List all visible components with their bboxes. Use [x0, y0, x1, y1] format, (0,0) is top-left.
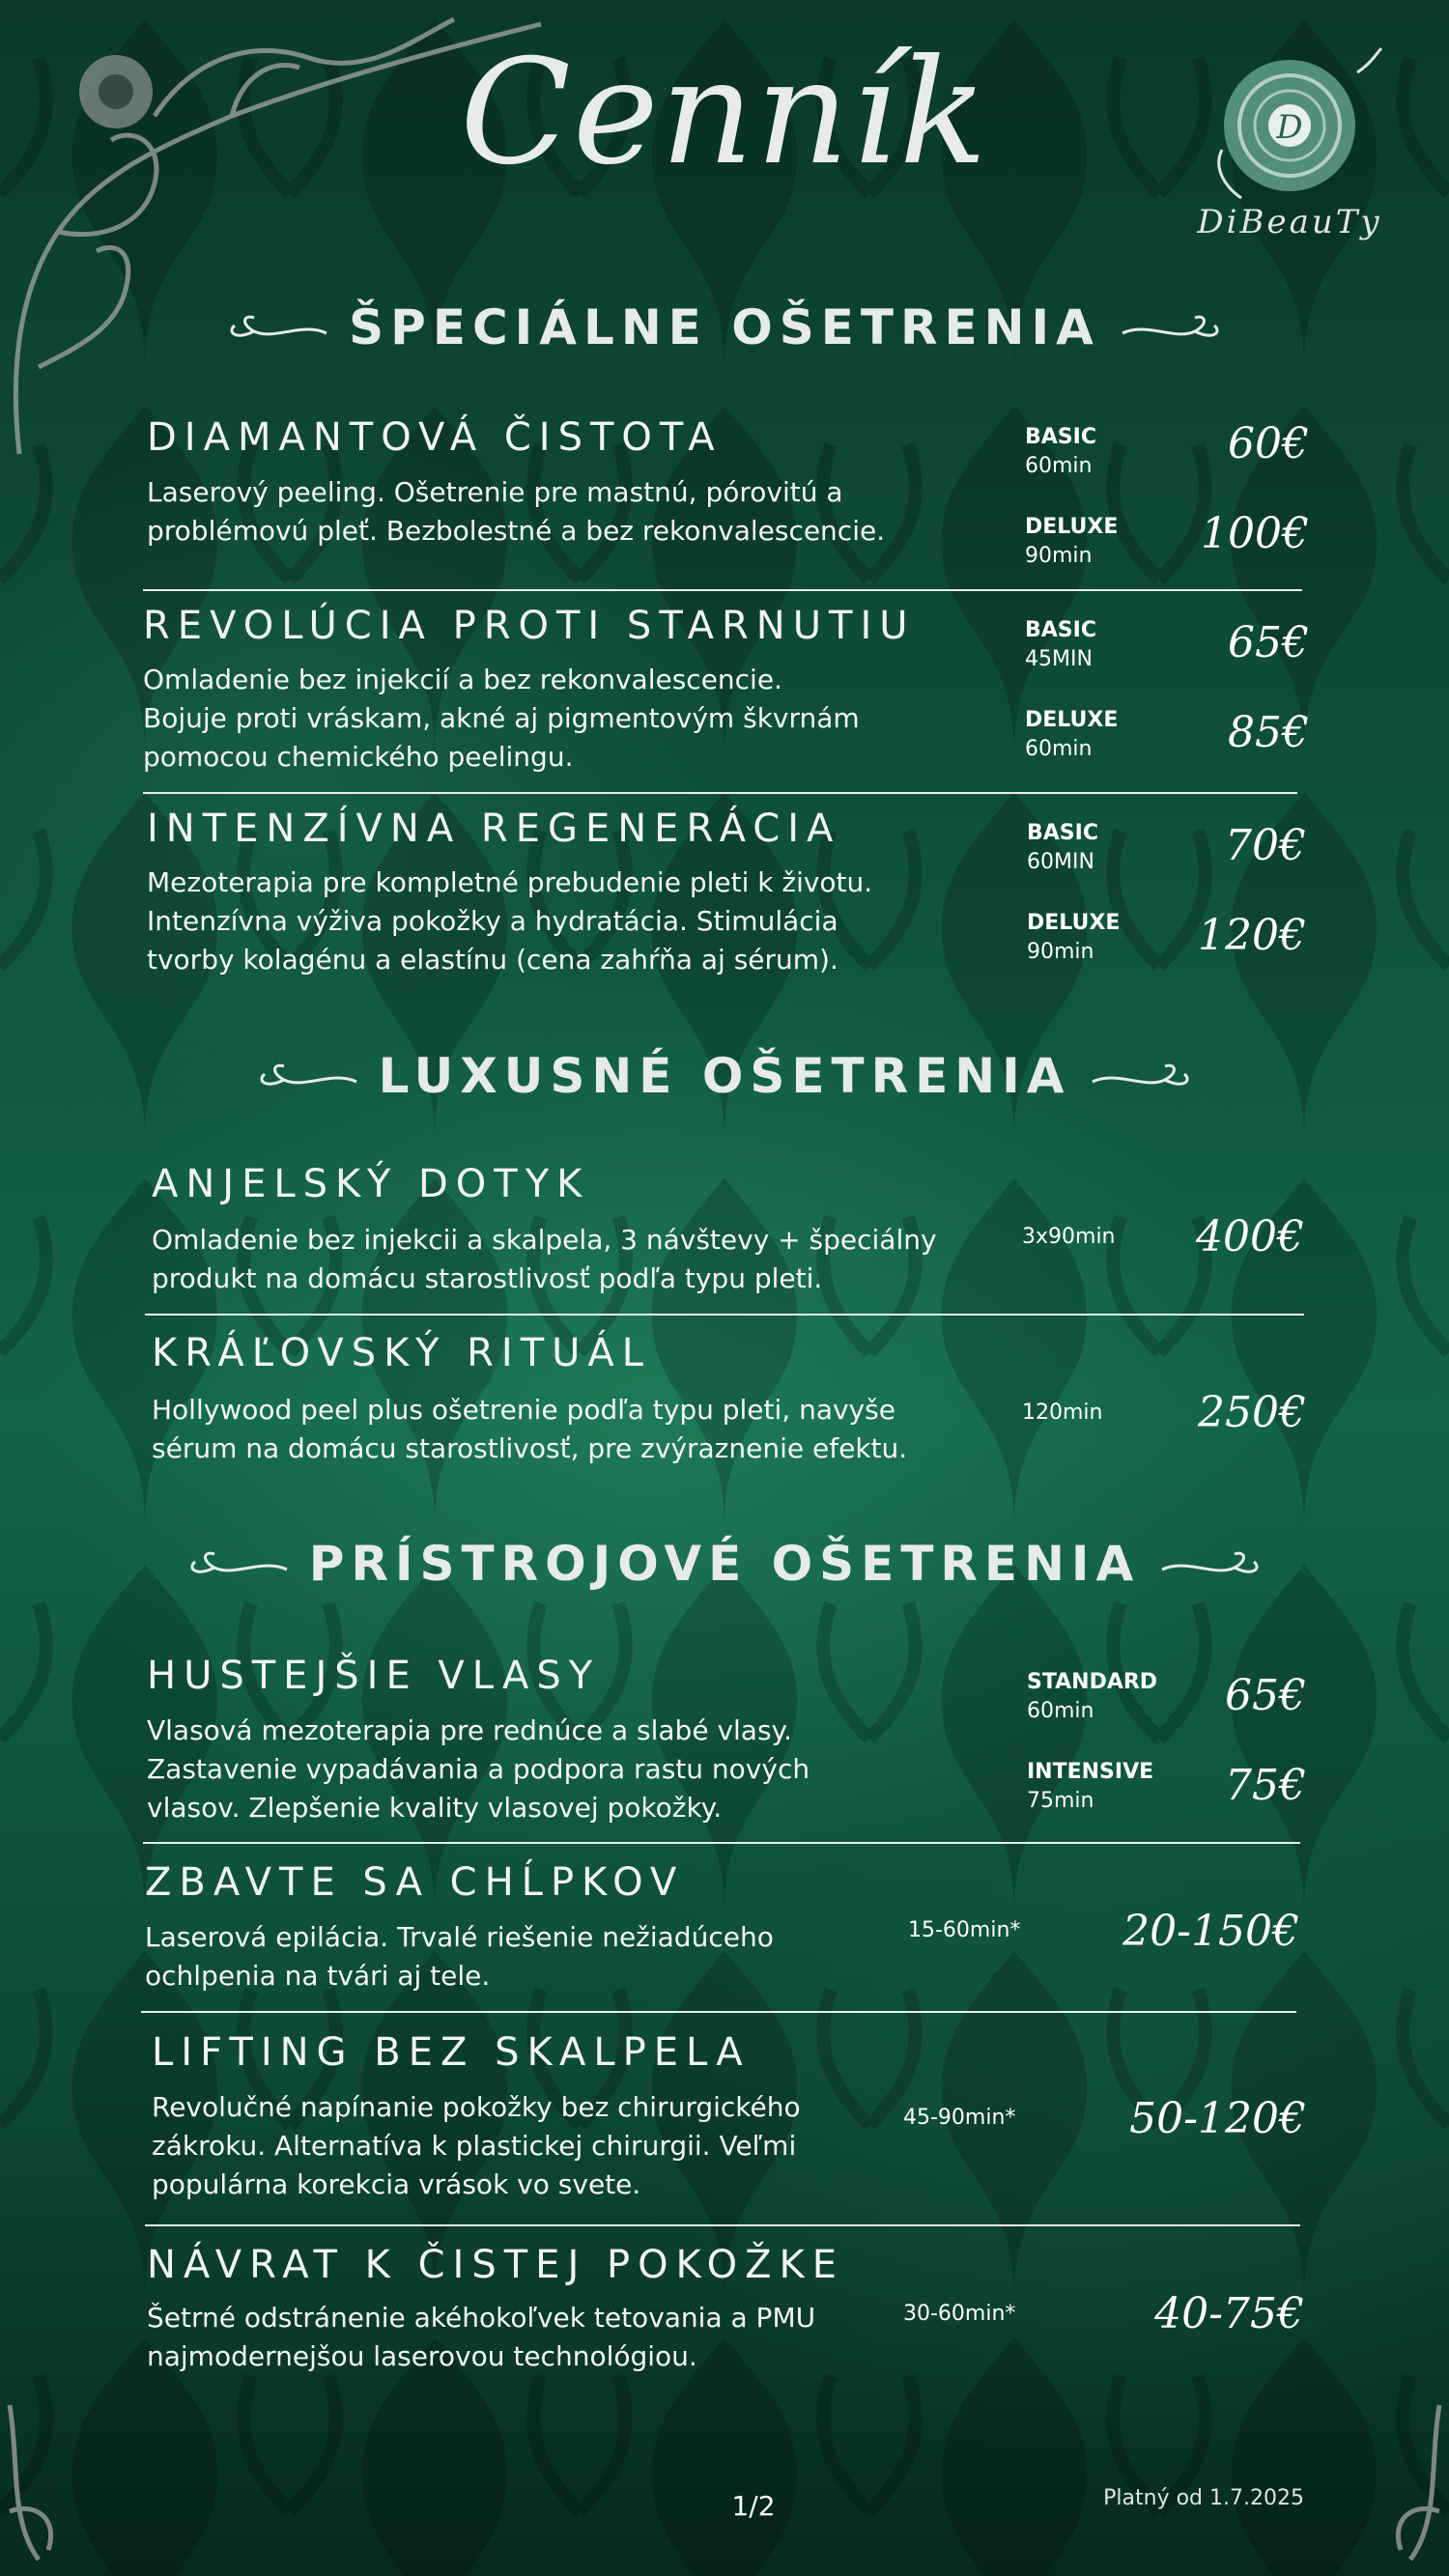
tier-label: BASIC — [1025, 618, 1096, 642]
valid-from-note: Platný od 1.7.2025 — [1103, 2486, 1304, 2510]
price: 85€ — [1228, 708, 1309, 757]
duration: 45-90min* — [903, 2106, 1016, 2130]
service-desc-hustejsie: Vlasová mezoterapia pre rednúce a slabé vlasy. Zastavenie vypadávania a podpora rastu nových vlasov. Zlepšenie kvality vlasovej pokožky. — [147, 1714, 810, 1824]
section-heading-special-text: ŠPECIÁLNE OŠETRENIA — [349, 299, 1100, 355]
service-name-kralovsky: KRÁĽOVSKÝ RITUÁL — [152, 1331, 652, 1375]
service-desc-diamantova: Laserový peeling. Ošetrenie pre mastnú, pórovitú a problémovú pleť. Bezbolestné a bez rekonvalescencie. — [147, 476, 886, 547]
price: 20-150€ — [1122, 1907, 1299, 1956]
service-name-navrat: NÁVRAT K ČISTEJ POKOŽKE — [147, 2243, 844, 2287]
tier-label: DELUXE — [1025, 708, 1119, 732]
tier-duration: 90min — [1027, 940, 1094, 964]
price: 120€ — [1198, 911, 1306, 960]
brand-name: DiBeauTy — [1197, 203, 1382, 241]
price: 100€ — [1201, 509, 1309, 558]
price: 400€ — [1196, 1212, 1304, 1261]
price: 250€ — [1198, 1388, 1306, 1437]
service-desc-anjelsky: Omladenie bez injekcii a skalpela, 3 návštevy + špeciálny produkt na domácu starostlivosť podľa typu pleti. — [152, 1224, 937, 1294]
service-name-anjelsky: ANJELSKÝ DOTYK — [152, 1162, 590, 1206]
section-heading-device-text: PRÍSTROJOVÉ OŠETRENIA — [308, 1536, 1141, 1592]
service-name-zbavte: ZBAVTE SA CHĹPKOV — [145, 1860, 685, 1905]
price: 75€ — [1225, 1761, 1306, 1810]
section-heading-luxury — [0, 1048, 1449, 1104]
duration: 120min — [1022, 1401, 1103, 1425]
service-desc-intenzivna: Mezoterapia pre kompletné prebudenie pleti k životu. Intenzívna výživa pokožky a hydratácia. Stimulácia tvorby kolagénu a elastínu (cena zahŕňa aj sérum). — [147, 866, 873, 976]
duration: 3x90min — [1022, 1225, 1116, 1249]
divider — [143, 792, 1297, 794]
tier-label: DELUXE — [1025, 515, 1119, 539]
corner-ornament-bottom-left — [0, 2395, 87, 2576]
service-desc-revolucia: Omladenie bez injekcií a bez rekonvalescencie. Bojuje proti vráskam, akné aj pigmentovým škvrnám pomocou chemického peelingu. — [143, 664, 860, 773]
service-name-intenzivna: INTENZÍVNA REGENERÁCIA — [147, 807, 841, 851]
page-title: Cenník — [460, 29, 989, 197]
duration: 15-60min* — [908, 1918, 1021, 1942]
service-name-hustejsie: HUSTEJŠIE VLASY — [147, 1654, 601, 1698]
corner-ornament-bottom-right — [1362, 2395, 1449, 2576]
swirl-right-icon — [1118, 312, 1224, 351]
tier-duration: 60min — [1025, 454, 1093, 478]
price: 50-120€ — [1129, 2094, 1306, 2143]
tier-label: STANDARD — [1027, 1670, 1158, 1694]
divider — [141, 2011, 1296, 2013]
service-desc-kralovsky: Hollywood peel plus ošetrenie podľa typu pleti, navyše sérum na domácu starostlivosť, pre zvýraznenie efektu. — [152, 1394, 908, 1464]
swirl-right-icon — [1088, 1061, 1194, 1099]
tier-label: INTENSIVE — [1027, 1760, 1154, 1784]
logo-monogram: D — [1276, 108, 1303, 147]
tier-duration: 60min — [1027, 1699, 1094, 1723]
price: 60€ — [1228, 419, 1309, 468]
swirl-right-icon — [1157, 1548, 1264, 1587]
price: 65€ — [1228, 618, 1309, 667]
tier-label: BASIC — [1027, 821, 1098, 845]
tier-label: DELUXE — [1027, 911, 1121, 935]
divider — [143, 589, 1302, 591]
service-name-revolucia: REVOLÚCIA PROTI STARNUTIU — [143, 604, 916, 648]
swirl-left-icon — [225, 312, 331, 351]
divider — [145, 1314, 1304, 1316]
swirl-left-icon — [255, 1061, 361, 1099]
swirl-left-icon — [185, 1548, 292, 1587]
service-name-lifting: LIFTING BEZ SKALPELA — [152, 2030, 751, 2075]
price: 65€ — [1225, 1671, 1306, 1720]
service-name-diamantova: DIAMANTOVÁ ČISTOTA — [147, 415, 723, 460]
section-heading-device — [0, 1536, 1449, 1592]
tier-duration: 75min — [1027, 1789, 1094, 1813]
price: 40-75€ — [1154, 2289, 1304, 2338]
section-heading-special — [0, 299, 1449, 355]
service-desc-zbavte: Laserová epilácia. Trvalé riešenie nežiadúceho ochlpenia na tvári aj tele. — [145, 1921, 774, 1992]
service-desc-navrat: Šetrné odstránenie akéhokoľvek tetovania a PMU najmodernejšou laserovou technológiou. — [147, 2302, 816, 2372]
tier-duration: 60MIN — [1027, 850, 1094, 874]
tier-duration: 45MIN — [1025, 647, 1093, 671]
price: 70€ — [1225, 821, 1306, 870]
duration: 30-60min* — [903, 2302, 1016, 2326]
tier-duration: 60min — [1025, 737, 1093, 761]
tier-duration: 90min — [1025, 544, 1093, 568]
service-desc-lifting: Revolučné napínanie pokožky bez chirurgického zákroku. Alternatíva k plastickej chirurgii. Veľmi populárna korekcia vrások vo svete. — [152, 2091, 801, 2200]
tier-label: BASIC — [1025, 425, 1096, 449]
divider — [143, 1842, 1300, 1844]
section-heading-luxury-text: LUXUSNÉ OŠETRENIA — [378, 1048, 1071, 1104]
divider — [145, 2224, 1300, 2226]
page-number: 1/2 — [731, 2490, 776, 2522]
